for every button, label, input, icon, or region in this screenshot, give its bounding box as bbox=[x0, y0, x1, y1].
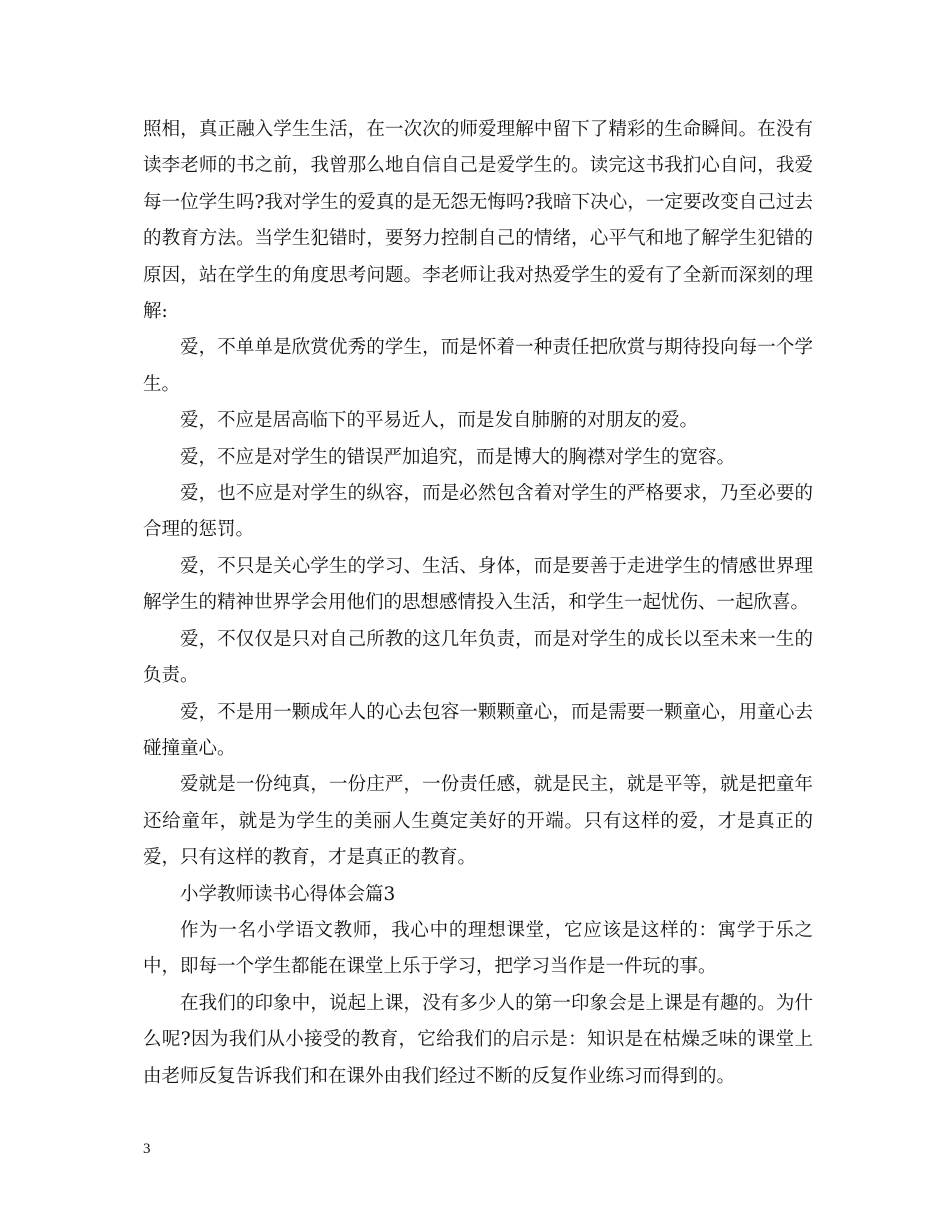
paragraph: 爱就是一份纯真，一份庄严，一份责任感，就是民主，就是平等，就是把童年还给童年，就是为学生的美丽人生奠定美好的开端。只有这样的爱，才是真正的爱，只有这样的教育，才是真正的教育。 bbox=[143, 774, 813, 869]
paragraph: 爱，也不应是对学生的纵容，而是必然包含着对学生的严格要求，乃至必要的合理的惩罚。 bbox=[143, 483, 813, 541]
document-body bbox=[143, 112, 813, 1095]
paragraph: 照相，真正融入学生生活，在一次次的师爱理解中留下了精彩的生命瞬间。在没有读李老师的书之前，我曾那么地自信自己是爱学生的。读完这书我扪心自问，我爱每一位学生吗?我对学生的爱真的是无怨无悔吗?我暗下决心，一定要改变自己过去的教育方法。当学生犯错时，要努力控制自己的情绪，心平气和地了解学生犯错的原因，站在学生的角度思考问题。李老师让我对热爱学生的爱有了全新而深刻的理解: bbox=[143, 119, 813, 323]
section-heading: 小学教师读书心得体会篇3 bbox=[180, 883, 396, 905]
paragraph: 在我们的印象中，说起上课，没有多少人的第一印象会是上课是有趣的。为什么呢?因为我们从小接受的教育，它给我们的启示是：知识是在枯燥乏味的课堂上由老师反复告诉我们和在课外由我们经过不断的反复作业练习而得到的。 bbox=[143, 992, 813, 1087]
paragraph: 作为一名小学语文教师，我心中的理想课堂，它应该是这样的：寓学于乐之中，即每一个学生都能在课堂上乐于学习，把学习当作是一件玩的事。 bbox=[143, 919, 813, 978]
paragraph: 爱，不应是居高临下的平易近人，而是发自肺腑的对朋友的爱。 bbox=[180, 410, 699, 432]
paragraph: 爱，不应是对学生的错误严加追究，而是博大的胸襟对学生的宽容。 bbox=[180, 446, 736, 468]
paragraph: 爱，不只是关心学生的学习、生活、身体，而是要善于走进学生的情感世界理解学生的精神世界学会用他们的思想感情投入生活，和学生一起忧伤、一起欣喜。 bbox=[143, 555, 813, 614]
paragraph: 爱，不单单是欣赏优秀的学生，而是怀着一种责任把欣赏与期待投向每一个学生。 bbox=[143, 337, 813, 395]
paragraph: 爱，不是用一颗成年人的心去包容一颗颗童心，而是需要一颗童心，用童心去碰撞童心。 bbox=[143, 701, 813, 759]
paragraph: 爱，不仅仅是只对自己所教的这几年负责，而是对学生的成长以至未来一生的负责。 bbox=[143, 628, 813, 687]
page-number: 3 bbox=[143, 1141, 151, 1157]
